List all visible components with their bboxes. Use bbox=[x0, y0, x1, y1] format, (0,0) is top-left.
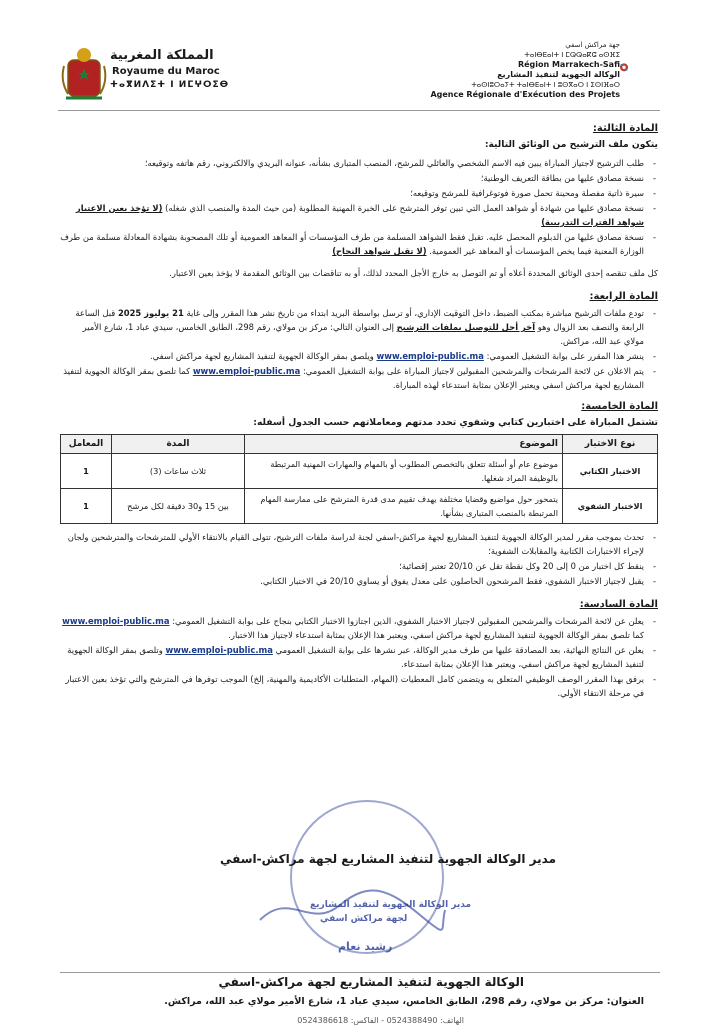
list-item: - نسخة مصادق عليها من بطاقة التعريف الوطنية؛ bbox=[60, 171, 644, 185]
emploi-public-link[interactable]: www.emploi-public.ma bbox=[192, 366, 301, 376]
agency-header-block bbox=[430, 40, 620, 100]
emploi-public-link[interactable]: www.emploi-public.ma bbox=[165, 645, 273, 655]
article-5-intro: تشتمل المباراة على اختبارين كتابي وشفوي تحدد مدتهم ومعاملاتهم حسب الجدول أسفله: bbox=[253, 417, 658, 428]
list-item: - سيرة ذاتية مفصلة ومحينة تحمل صورة فوتوغرافية للمرشح وتوقيعه؛ bbox=[60, 186, 644, 200]
list-item: - تحدث بموجب مقرر لمدير الوكالة الجهوية لتنفيذ المشاريع لجهة مراكش-اسفي لجنة لدراسة ملفات الترشيح، تتولى القيام بالانتقاء الأولي للمترشحات والمترشحين ولجان لإجراء الاختبارات الكتابية والمقابلات الشفوية؛ bbox=[60, 530, 644, 558]
stamp-line-1: مدير الوكالة الجهوية لتنفيذ المشاريع bbox=[310, 900, 472, 910]
list-item: - يقبل لاجتياز الاختبار الشفوي، فقط المرشحون الحاصلون على معدل يفوق أو يساوي 20/10 في الاختبار الكتابي. bbox=[60, 574, 644, 588]
article-3-title: المادة الثالثة: bbox=[592, 123, 658, 134]
table-cell: 1 bbox=[61, 454, 112, 489]
handwritten-signature bbox=[250, 880, 450, 940]
footer-divider bbox=[60, 972, 660, 973]
table-cell: الاختبار الكتابي bbox=[563, 454, 658, 489]
table-cell: يتمحور حول مواضيع وقضايا مختلفة يهدف تقييم مدى قدرة المترشح على ممارسة المهام المرتبطة بالمنصب المتبارى بشأنها. bbox=[245, 489, 563, 524]
table-header: المعامل bbox=[61, 435, 112, 454]
list-item: - يعلن عن النتائج النهائية، بعد المصادقة عليها من طرف مدير الوكالة، عبر نشرها على بوابة التشغيل العمومي www.emploi-public.ma وتلصق بمقر الوكالة الجهوية لتنفيذ المشاريع لجهة مراكش اسفي، ويعتبر هذا الإعلان بمثابة استدعاء. bbox=[60, 643, 644, 671]
list-item: - نسخة مصادق عليها من شهادة أو شواهد العمل التي تبين توفر المترشح على الخبرة المهنية المطلوبة (من حيث المدة والمنصب الذي شغله) (لا تؤخذ بعين الاعتبار شواهد الفترات التدريبية) bbox=[60, 201, 644, 229]
article-3-list bbox=[60, 156, 658, 258]
kingdom-name-arabic: المملكة المغربية bbox=[110, 48, 214, 63]
list-item: - ينقط كل اختبار من 0 إلى 20 وكل نقطة تقل عن 20/10 تعتبر إقصائية؛ bbox=[60, 559, 644, 573]
director-title: مدير الوكالة الجهوية لتنفيذ المشاريع لجهة مراكش-اسفي bbox=[219, 852, 556, 866]
table-cell: 1 bbox=[61, 489, 112, 524]
article-4-list bbox=[60, 306, 658, 392]
footer-agency-name: الوكالة الجهوية لتنفيذ المشاريع لجهة مراكش-اسفي bbox=[218, 975, 524, 989]
exam-table bbox=[60, 434, 658, 524]
table-row bbox=[61, 454, 658, 489]
article-5-list bbox=[60, 530, 658, 588]
list-item: - يعلن عن لائحة المرشحات والمرشحين المقبولين لاجتياز الاختبار الشفوي، الذين اجتازوا الاختبار الكتابي بنجاح على بوابة التشغيل العمومي: www.emploi-public.ma كما تلصق بمقر الوكالة الجهوية لتنفيذ المشاريع لجهة مراكش اسفي، ويعتبر هذا الإعلان بمثابة استدعاء لاجتياز هذا الاختبار. bbox=[60, 614, 644, 642]
kingdom-name-tifinagh: ⵜⴰⴳⵍⴷⵉⵜ ⵏ ⵍⵎⵖⵔⵉⴱ bbox=[110, 80, 230, 90]
agency-logo bbox=[614, 40, 674, 100]
list-item: - تودع ملفات الترشيح مباشرة بمكتب الضبط، داخل التوقيت الإداري، أو ترسل بواسطة البريد ابتداء من تاريخ نشر هذا المقرر وإلى غاية 21 يوليوز 2025 قبل الساعة الرابعة والنصف بعد الزوال وهو آخر أجل للتوصيل بملفات الترشيح إلى العنوان التالي: مركز بن مولاي، رقم 298، الطابق الخامس، سيدي عباد 1، شارع الأمير مولاي عبد الله، مراكش. bbox=[60, 306, 644, 348]
signatory-name: رشيد نعام bbox=[338, 940, 393, 953]
article-5-title: المادة الخامسة: bbox=[581, 401, 658, 412]
article-6-list bbox=[60, 614, 658, 700]
table-row bbox=[61, 489, 658, 524]
table-cell: الاختبار الشفوي bbox=[563, 489, 658, 524]
agency-region-ar: جهة مراكش اسفي bbox=[565, 41, 620, 49]
list-item: - نسخة مصادق عليها من الدبلوم المحصل عليه. تقبل فقط الشواهد المسلمة من طرف المؤسسات أو المعاهد العمومية أو تلك المصحوبة بشهادة المعادلة مسلمة من طرف الوزارة المعنية فيما يخص المؤسسات أو المعاهد غير العمومية. (لا تقبل شواهد النجاح) bbox=[60, 230, 644, 258]
table-cell: بين 15 و30 دقيقة لكل مرشح bbox=[112, 489, 245, 524]
table-header: نوع الاختبار bbox=[563, 435, 658, 454]
stamp-line-2: لجهة مراكش اسفي bbox=[320, 914, 408, 924]
list-item: - يتم الاعلان عن لائحة المرشحات والمرشحين المقبولين لاجتياز المباراة على بوابة التشغيل العمومي: www.emploi-public.ma كما تلصق بمقر الوكالة الجهوية لتنفيذ المشاريع لجهة مراكش اسفي ويعتبر الإعلان بمثابة استدعاء لهذه المباراة. bbox=[60, 364, 644, 392]
list-item: - ينشر هذا المقرر على بوابة التشغيل العمومي: www.emploi-public.ma ويلصق بمقر الوكالة الجهوية لتنفيذ المشاريع لجهة مراكش اسفي. bbox=[60, 349, 644, 363]
agency-region-fr: Région Marrakech-Safi bbox=[517, 60, 620, 69]
document-body bbox=[60, 118, 658, 701]
agency-name-ar: الوكالة الجهوية لتنفيذ المشاريع bbox=[497, 70, 620, 79]
agency-name-tz: ⵜⴰⵙⵏⵓⵔⴰⵢⵜ ⵜⴰⵏⴱⴹⴰⵏⵜ ⵏ ⵓⵙⴳⴰⵔ ⵏ ⵉⵙⵏⴼⴰⵔ bbox=[471, 81, 620, 89]
footer-address: العنوان: مركز بن مولاي، رقم 298، الطابق الخامس، سيدي عباد 1، شارع الأمير مولاي عبد الله، مراكش. bbox=[164, 996, 644, 1007]
emploi-public-link[interactable]: www.emploi-public.ma bbox=[62, 616, 170, 626]
agency-name-fr: Agence Régionale d'Exécution des Projets bbox=[430, 90, 620, 99]
article-3-note: كل ملف تنقصه إحدى الوثائق المحددة أعلاه أو تم التوصل به خارج الأجل المحدد لذلك، أو به تناقضات بين الوثائق المقدمة لا يؤخذ بعين الاعتبار. bbox=[169, 268, 658, 278]
header-divider bbox=[58, 110, 660, 111]
list-item: - طلب الترشيح لاجتياز المباراة يبين فيه الاسم الشخصي والعائلي للمرشح، المنصب المتبارى بشأنه، عنوانه البريدي والالكتروني، رقم هاتفه وتوقيعه؛ bbox=[60, 156, 644, 170]
emploi-public-link[interactable]: www.emploi-public.ma bbox=[376, 351, 484, 361]
kingdom-name-french: Royaume du Maroc bbox=[112, 66, 220, 77]
footer-phone: الهاتف: 0524388490 - الفاكس: 0524386618 bbox=[297, 1016, 464, 1025]
agency-region-tz: ⵜⴰⵏⴱⴹⴰⵏⵜ ⵏ ⵎⵕⵕⴰⴽⵛ ⴰⵙⴼⵉ bbox=[524, 51, 620, 59]
list-item: - يرفق بهذا المقرر الوصف الوظيفي المتعلق به ويتضمن كامل المعطيات (المهام، المتطلبات الأكاديمية والمهنية، إلخ) الموجب توفرها في المترشح والتي تؤخذ بعين الاعتبار في مرحلة الانتقاء الأولي. bbox=[60, 672, 644, 700]
table-header: المدة bbox=[112, 435, 245, 454]
article-6-title: المادة السادسة: bbox=[579, 599, 658, 610]
article-4-title: المادة الرابعة: bbox=[589, 291, 658, 302]
article-3-intro: يتكون ملف الترشيح من الوثائق التالية: bbox=[484, 139, 658, 150]
table-cell: موضوع عام أو أسئلة تتعلق بالتخصص المطلوب أو بالمهام والمهارات المهنية المرتبطة بالوظيفة المراد شغلها. bbox=[245, 454, 563, 489]
table-cell: ثلاث ساعات (3) bbox=[112, 454, 245, 489]
table-header: الموضوع bbox=[245, 435, 563, 454]
